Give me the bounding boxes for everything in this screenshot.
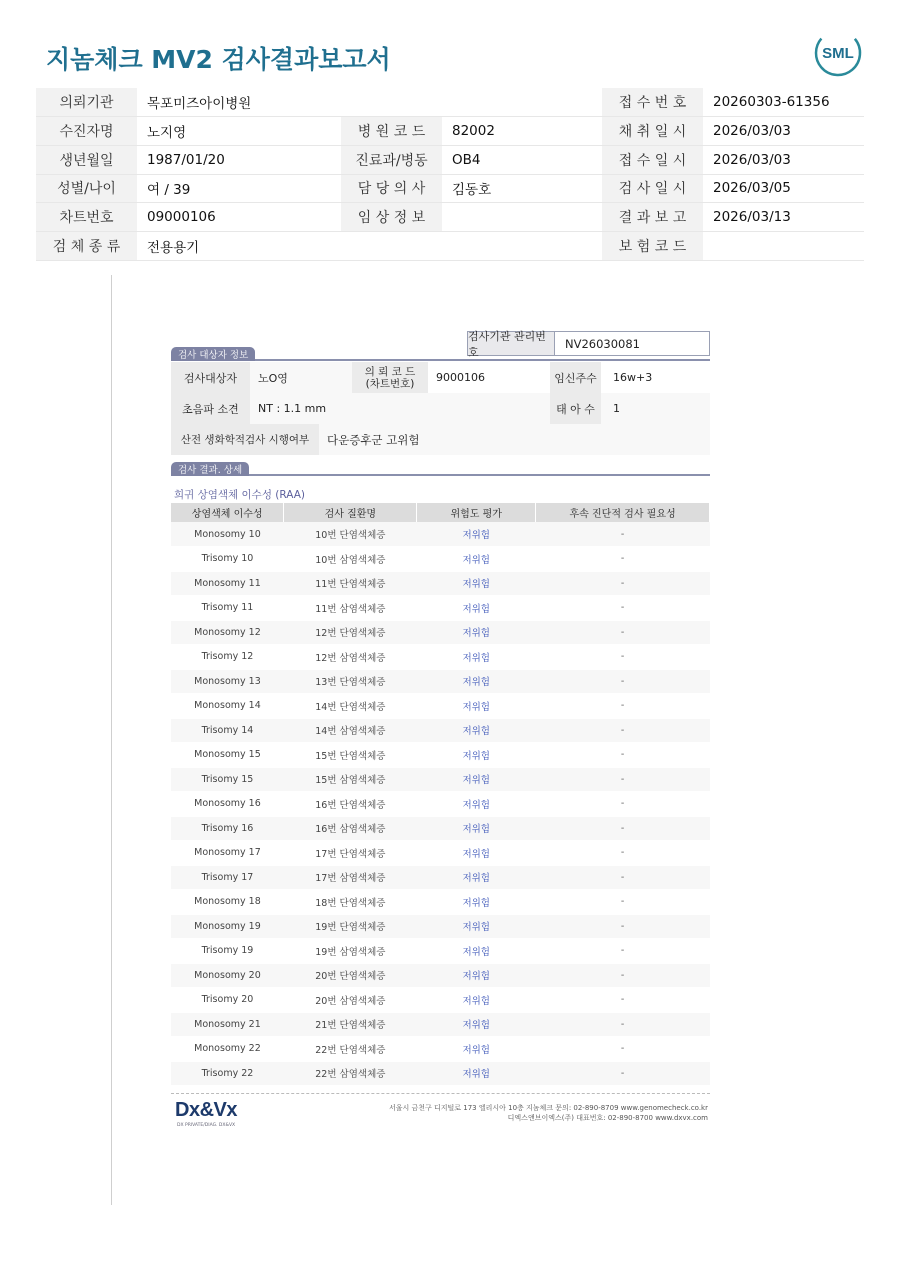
subject-info-grid bbox=[171, 362, 710, 455]
table-row bbox=[171, 767, 710, 792]
col-header-risk: 위험도 평가 bbox=[417, 503, 536, 522]
ga-value: 16w+3 bbox=[601, 362, 710, 393]
disease-cell: 19번 단염색체증 bbox=[284, 914, 417, 939]
table-row bbox=[171, 890, 710, 915]
followup-cell: - bbox=[536, 522, 710, 547]
risk-cell: 저위험 bbox=[417, 865, 536, 890]
risk-cell: 저위험 bbox=[417, 694, 536, 719]
info-label: 성별/나이 bbox=[36, 174, 137, 203]
table-row bbox=[171, 743, 710, 768]
table-row bbox=[171, 841, 710, 866]
info-value: 2026/03/05 bbox=[703, 174, 864, 203]
info-row bbox=[36, 117, 864, 146]
followup-cell: - bbox=[536, 988, 710, 1013]
followup-cell: - bbox=[536, 963, 710, 988]
risk-cell: 저위험 bbox=[417, 988, 536, 1013]
info-row bbox=[36, 88, 864, 117]
margin-line bbox=[111, 275, 112, 1205]
mgmt-number-value: NV26030081 bbox=[565, 336, 641, 351]
table-row bbox=[171, 1012, 710, 1037]
disease-cell: 19번 삼염색체증 bbox=[284, 939, 417, 964]
disease-cell: 13번 단염색체증 bbox=[284, 669, 417, 694]
risk-cell: 저위험 bbox=[417, 669, 536, 694]
info-label: 병 원 코 드 bbox=[341, 117, 442, 146]
footer-contact bbox=[389, 1103, 708, 1123]
aneuploidy-cell: Monosomy 22 bbox=[171, 1037, 284, 1062]
sml-logo-text: SML bbox=[822, 45, 854, 62]
info-label bbox=[341, 231, 442, 260]
sml-logo bbox=[813, 28, 863, 78]
col-header-aneuploidy: 상염색체 이수성 bbox=[171, 503, 284, 522]
mgmt-number-label: 검사기관 관리번호 bbox=[468, 332, 555, 355]
aneuploidy-cell: Monosomy 19 bbox=[171, 914, 284, 939]
followup-cell: - bbox=[536, 620, 710, 645]
table-row bbox=[171, 571, 710, 596]
followup-cell: - bbox=[536, 596, 710, 621]
info-row bbox=[36, 203, 864, 232]
followup-cell: - bbox=[536, 767, 710, 792]
info-value: 노지영 bbox=[137, 117, 341, 146]
subject-label: 검사대상자 bbox=[171, 362, 250, 393]
followup-cell: - bbox=[536, 743, 710, 768]
table-row bbox=[171, 645, 710, 670]
disease-cell: 20번 단염색체증 bbox=[284, 963, 417, 988]
info-value: 2026/03/03 bbox=[703, 117, 864, 146]
info-row bbox=[36, 145, 864, 174]
disease-cell: 16번 삼염색체증 bbox=[284, 816, 417, 841]
info-value bbox=[442, 203, 602, 232]
aneuploidy-cell: Trisomy 22 bbox=[171, 1061, 284, 1086]
followup-cell: - bbox=[536, 1012, 710, 1037]
info-value bbox=[442, 231, 602, 260]
fetus-label: 태 아 수 bbox=[550, 393, 601, 424]
info-value bbox=[442, 88, 602, 117]
aneuploidy-cell: Monosomy 20 bbox=[171, 963, 284, 988]
disease-cell: 14번 단염색체증 bbox=[284, 694, 417, 719]
info-value bbox=[703, 231, 864, 260]
serum-value: 다운증후군 고위험 bbox=[319, 424, 710, 455]
aneuploidy-cell: Trisomy 12 bbox=[171, 645, 284, 670]
risk-cell: 저위험 bbox=[417, 1012, 536, 1037]
us-label: 초음파 소견 bbox=[171, 393, 250, 424]
risk-cell: 저위험 bbox=[417, 620, 536, 645]
risk-cell: 저위험 bbox=[417, 571, 536, 596]
us-value: NT : 1.1 mm bbox=[250, 393, 550, 424]
ref-code-value: 9000106 bbox=[428, 362, 550, 393]
disease-cell: 18번 단염색체증 bbox=[284, 890, 417, 915]
risk-cell: 저위험 bbox=[417, 596, 536, 621]
info-label: 접 수 번 호 bbox=[602, 88, 703, 117]
info-value: 2026/03/03 bbox=[703, 145, 864, 174]
page-title: 지놈체크 MV2 검사결과보고서 bbox=[46, 45, 391, 74]
ref-code-label: 의 뢰 코 드 (차트번호) bbox=[352, 362, 428, 393]
subject-value: 노O영 bbox=[250, 362, 352, 393]
aneuploidy-cell: Monosomy 16 bbox=[171, 792, 284, 817]
section-result-tag: 검사 결과. 상세 bbox=[171, 462, 249, 476]
followup-cell: - bbox=[536, 890, 710, 915]
disease-cell: 11번 단염색체증 bbox=[284, 571, 417, 596]
patient-info-table bbox=[36, 88, 864, 261]
risk-cell: 저위험 bbox=[417, 547, 536, 572]
followup-cell: - bbox=[536, 816, 710, 841]
followup-cell: - bbox=[536, 547, 710, 572]
table-row bbox=[171, 718, 710, 743]
info-value: 김동호 bbox=[442, 174, 602, 203]
disease-cell: 20번 삼염색체증 bbox=[284, 988, 417, 1013]
disease-cell: 12번 삼염색체증 bbox=[284, 645, 417, 670]
disease-cell: 12번 단염색체증 bbox=[284, 620, 417, 645]
info-label: 결 과 보 고 bbox=[602, 203, 703, 232]
info-value: 82002 bbox=[442, 117, 602, 146]
footer-line-1: 서울시 금천구 디지털로 173 엘리시아 10층 지놈체크 문의: 02-890-8709 www.genomecheck.co.kr bbox=[388, 1104, 708, 1112]
risk-cell: 저위험 bbox=[417, 645, 536, 670]
table-row bbox=[171, 547, 710, 572]
footer-line-2: 디엑스앤브이엑스(주) 대표번호: 02-890-8700 www.dxvx.com bbox=[507, 1114, 708, 1122]
aneuploidy-cell: Monosomy 15 bbox=[171, 743, 284, 768]
info-value: 2026/03/13 bbox=[703, 203, 864, 232]
disease-cell: 15번 단염색체증 bbox=[284, 743, 417, 768]
risk-cell: 저위험 bbox=[417, 767, 536, 792]
fetus-value: 1 bbox=[601, 393, 710, 424]
info-label: 생년월일 bbox=[36, 145, 137, 174]
disease-cell: 14번 삼염색체증 bbox=[284, 718, 417, 743]
table-row bbox=[171, 792, 710, 817]
followup-cell: - bbox=[536, 1061, 710, 1086]
followup-cell: - bbox=[536, 571, 710, 596]
info-value: 20260303-61356 bbox=[703, 88, 864, 117]
info-value: 1987/01/20 bbox=[137, 145, 341, 174]
aneuploidy-cell: Monosomy 13 bbox=[171, 669, 284, 694]
followup-cell: - bbox=[536, 841, 710, 866]
risk-cell: 저위험 bbox=[417, 792, 536, 817]
followup-cell: - bbox=[536, 718, 710, 743]
info-label: 보 험 코 드 bbox=[602, 231, 703, 260]
info-row bbox=[36, 231, 864, 260]
footer-divider bbox=[171, 1093, 710, 1094]
info-value: 전용용기 bbox=[137, 231, 341, 260]
table-row bbox=[171, 939, 710, 964]
info-value: OB4 bbox=[442, 145, 602, 174]
risk-cell: 저위험 bbox=[417, 890, 536, 915]
followup-cell: - bbox=[536, 939, 710, 964]
followup-cell: - bbox=[536, 865, 710, 890]
aneuploidy-cell: Trisomy 10 bbox=[171, 547, 284, 572]
risk-cell: 저위험 bbox=[417, 914, 536, 939]
disease-cell: 16번 단염색체증 bbox=[284, 792, 417, 817]
disease-cell: 10번 단염색체증 bbox=[284, 522, 417, 547]
table-row bbox=[171, 816, 710, 841]
risk-cell: 저위험 bbox=[417, 718, 536, 743]
aneuploidy-cell: Trisomy 14 bbox=[171, 718, 284, 743]
risk-cell: 저위험 bbox=[417, 816, 536, 841]
info-label: 채 취 일 시 bbox=[602, 117, 703, 146]
info-label: 수진자명 bbox=[36, 117, 137, 146]
section-subject-bar bbox=[171, 347, 710, 361]
raa-subheading: 희귀 상염색체 이수성 (RAA) bbox=[174, 489, 306, 501]
aneuploidy-cell: Trisomy 17 bbox=[171, 865, 284, 890]
table-row bbox=[171, 963, 710, 988]
disease-cell: 15번 삼염색체증 bbox=[284, 767, 417, 792]
info-label: 담 당 의 사 bbox=[341, 174, 442, 203]
table-row bbox=[171, 1061, 710, 1086]
risk-cell: 저위험 bbox=[417, 522, 536, 547]
disease-cell: 17번 삼염색체증 bbox=[284, 865, 417, 890]
info-label: 의뢰기관 bbox=[36, 88, 137, 117]
table-row bbox=[171, 620, 710, 645]
aneuploidy-cell: Monosomy 17 bbox=[171, 841, 284, 866]
info-label: 검 체 종 류 bbox=[36, 231, 137, 260]
table-row bbox=[171, 596, 710, 621]
followup-cell: - bbox=[536, 669, 710, 694]
info-value: 목포미즈아이병원 bbox=[137, 88, 341, 117]
info-value: 여 / 39 bbox=[137, 174, 341, 203]
aneuploidy-cell: Monosomy 10 bbox=[171, 522, 284, 547]
aneuploidy-cell: Monosomy 18 bbox=[171, 890, 284, 915]
serum-label: 산전 생화학적검사 시행여부 bbox=[171, 424, 319, 455]
aneuploidy-cell: Trisomy 15 bbox=[171, 767, 284, 792]
raa-result-table bbox=[171, 503, 710, 1086]
risk-cell: 저위험 bbox=[417, 841, 536, 866]
info-label bbox=[341, 88, 442, 117]
info-label: 차트번호 bbox=[36, 203, 137, 232]
col-header-disease: 검사 질환명 bbox=[284, 503, 417, 522]
info-label: 진료과/병동 bbox=[341, 145, 442, 174]
info-row bbox=[36, 174, 864, 203]
followup-cell: - bbox=[536, 645, 710, 670]
aneuploidy-cell: Trisomy 20 bbox=[171, 988, 284, 1013]
risk-cell: 저위험 bbox=[417, 963, 536, 988]
table-row bbox=[171, 914, 710, 939]
aneuploidy-cell: Trisomy 19 bbox=[171, 939, 284, 964]
aneuploidy-cell: Monosomy 14 bbox=[171, 694, 284, 719]
aneuploidy-cell: Trisomy 11 bbox=[171, 596, 284, 621]
aneuploidy-cell: Trisomy 16 bbox=[171, 816, 284, 841]
dxvx-logo: Dx&Vx bbox=[175, 1099, 237, 1121]
disease-cell: 21번 단염색체증 bbox=[284, 1012, 417, 1037]
info-label: 검 사 일 시 bbox=[602, 174, 703, 203]
risk-cell: 저위험 bbox=[417, 939, 536, 964]
table-row bbox=[171, 865, 710, 890]
followup-cell: - bbox=[536, 792, 710, 817]
info-value: 09000106 bbox=[137, 203, 341, 232]
info-label: 임 상 정 보 bbox=[341, 203, 442, 232]
disease-cell: 17번 단염색체증 bbox=[284, 841, 417, 866]
ga-label: 임신주수 bbox=[550, 362, 601, 393]
risk-cell: 저위험 bbox=[417, 1061, 536, 1086]
aneuploidy-cell: Monosomy 21 bbox=[171, 1012, 284, 1037]
table-row bbox=[171, 694, 710, 719]
section-result-bar bbox=[171, 462, 710, 476]
risk-cell: 저위험 bbox=[417, 743, 536, 768]
followup-cell: - bbox=[536, 694, 710, 719]
disease-cell: 22번 단염색체증 bbox=[284, 1037, 417, 1062]
table-row bbox=[171, 669, 710, 694]
info-label: 접 수 일 시 bbox=[602, 145, 703, 174]
disease-cell: 22번 삼염색체증 bbox=[284, 1061, 417, 1086]
aneuploidy-cell: Monosomy 11 bbox=[171, 571, 284, 596]
followup-cell: - bbox=[536, 1037, 710, 1062]
table-row bbox=[171, 522, 710, 547]
followup-cell: - bbox=[536, 914, 710, 939]
table-row bbox=[171, 988, 710, 1013]
aneuploidy-cell: Monosomy 12 bbox=[171, 620, 284, 645]
disease-cell: 11번 삼염색체증 bbox=[284, 596, 417, 621]
table-row bbox=[171, 1037, 710, 1062]
risk-cell: 저위험 bbox=[417, 1037, 536, 1062]
dxvx-logo-sub: DX PRIVATE/DIAG. DX&VX bbox=[177, 1123, 236, 1128]
disease-cell: 10번 삼염색체증 bbox=[284, 547, 417, 572]
col-header-followup: 후속 진단적 검사 필요성 bbox=[536, 503, 710, 522]
section-subject-tag: 검사 대상자 정보 bbox=[171, 347, 255, 361]
